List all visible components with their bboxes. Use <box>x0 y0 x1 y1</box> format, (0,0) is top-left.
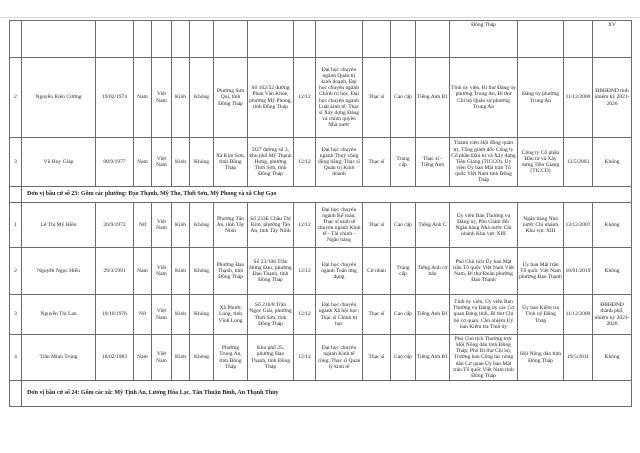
cell-academic: Thạc sĩ <box>363 335 391 381</box>
cell-politics: Trung cấp <box>391 138 416 187</box>
cell-blank <box>294 21 316 58</box>
cell-degree: Đại học chuyên ngành Kinh tế công; Thạc sĩ Quản lý kinh tế <box>316 335 363 381</box>
cell-residence: D27 đường số 3, khu phố Mỹ Thạnh Hưng, phường Thới Sơn, tỉnh Đồng Tháp <box>248 138 294 187</box>
cell-education: 12/12 <box>294 248 316 295</box>
cell-position: Tỉnh ủy viên, Bí thư Đảng ủy phường Trung An, Bí thư Chi bộ Quân sự phường Trung An <box>450 58 518 138</box>
cell-blank <box>10 381 22 407</box>
cell-blank <box>190 21 214 58</box>
cell-gender: Nữ <box>134 203 152 248</box>
cell-residence: Số 233E Châu Thị Kim, phường Tân An, tỉnh Tây Ninh <box>248 203 294 248</box>
cell-religion: Không <box>190 248 214 295</box>
cell-note: ĐBHĐND tỉnh nhiệm kỳ 2021-2026 <box>593 58 632 138</box>
cell-blank <box>96 21 134 58</box>
cell-stt: 3 <box>10 138 22 187</box>
cell-ethnicity: Kinh <box>172 203 190 248</box>
cell-blank <box>564 21 593 58</box>
cell-politics: Cao cấp <box>391 335 416 381</box>
cell-dob: 26/9/1972 <box>96 203 134 248</box>
cell-blank <box>10 187 22 203</box>
cell-gender: Nam <box>134 138 152 187</box>
cell-party-date: 13/12/2007 <box>564 203 593 248</box>
cell-academic: Thạc sĩ <box>363 138 391 187</box>
section-separator-label: Đơn vị bầu cử số 23: Gồm các phường: Đạo Thạnh, Mỹ Tho, Thới Sơn, Mỹ Phong và xã Chợ Gạo <box>22 187 632 203</box>
candidate-table <box>9 20 632 407</box>
cell-ethnicity: Kinh <box>172 138 190 187</box>
cell-language: Tiếng Anh B1 <box>416 295 450 335</box>
cell-organization: Hội Nông dân tỉnh Đồng Tháp <box>518 335 564 381</box>
cell-dob: 29/3/1991 <box>96 248 134 295</box>
cell-degree: Đại học chuyên ngành Quản trị kinh doanh, Đại học chuyên ngành Chính trị học, Đại học chuyên ngành Luật kinh tế; Thạc sĩ Xây dựng Đảng và chính quyền Nhà nước <box>316 58 363 138</box>
cell-note: Không <box>593 248 632 295</box>
cell-name: Nguyễn Ngọc Hiếu <box>22 248 96 295</box>
cell-residence: Số 23/106 Trần Hưng Đạo, phường Đạo Thạnh, tỉnh Đồng Tháp <box>248 248 294 295</box>
cell-degree: Đại học chuyên ngành Toán ứng dụng <box>316 248 363 295</box>
cell-dob: 19/02/1974 <box>96 58 134 138</box>
cell-blank <box>316 21 363 58</box>
cell-ethnicity: Kinh <box>172 295 190 335</box>
cell-ethnicity: Kinh <box>172 248 190 295</box>
cell-education: 12/12 <box>294 138 316 187</box>
cell-stt: 3 <box>10 295 22 335</box>
cell-nationality: Việt Nam <box>152 248 172 295</box>
cell-hometown: Xã Phước Long, tỉnh Vĩnh Long <box>214 295 248 335</box>
cell-note: Không <box>593 335 632 381</box>
cell-language: Tiếng Anh B1 <box>416 335 450 381</box>
cell-organization: Ngân hàng Nhà nước Chi nhánh Khu vực XIII <box>518 203 564 248</box>
cell-blank <box>152 21 172 58</box>
section-separator-label: Đơn vị bầu cử số 24: Gồm các xã: Mỹ Tịnh An, Lương Hòa Lạc, Tân Thuận Bình, An Thạnh Thủy <box>22 381 632 407</box>
page-edge-divider <box>0 17 640 18</box>
cell-gender: Nam <box>134 58 152 138</box>
table-row-carryover <box>10 21 632 58</box>
cell-blank <box>391 21 416 58</box>
cell-blank <box>518 21 564 58</box>
cell-dob: 10/10/1976 <box>96 295 134 335</box>
cell-academic: Thạc sĩ <box>363 58 391 138</box>
cell-blank <box>363 21 391 58</box>
cell-politics: Cao cấp <box>391 58 416 138</box>
cell-language: Thạc sĩ - Tiếng Anh <box>416 138 450 187</box>
cell-organization: Ủy ban Mặt trận Tổ quốc Việt Nam phường Đạo Thạnh <box>518 248 564 295</box>
cell-religion: Không <box>190 203 214 248</box>
cell-religion: Không <box>190 58 214 138</box>
cell-hometown: Phường Đạo Thạnh, tỉnh Đồng Tháp <box>214 248 248 295</box>
table-row <box>10 248 632 295</box>
cell-language: Tiếng Anh B1 <box>416 58 450 138</box>
cell-academic: Thạc sĩ <box>363 203 391 248</box>
cell-position: Tỉnh ủy viên, Ủy viên Ban Thường vụ Đảng ủy các Cơ quan Đảng tỉnh, Bí thư Chi bộ cơ quan, Chủ nhiệm Uỷ ban Kiểm tra Tỉnh ủy <box>450 295 518 335</box>
cell-education: 12/12 <box>294 295 316 335</box>
cell-education: 12/12 <box>294 58 316 138</box>
cell-party-date: 19/5/2011 <box>564 335 593 381</box>
cell-note: Không <box>593 138 632 187</box>
cell-hometown: Xã Kim Sơn, tỉnh Đồng Tháp <box>214 138 248 187</box>
cell-politics: Cao cấp <box>391 295 416 335</box>
cell-religion: Không <box>190 295 214 335</box>
cell-residence: Số 216/8 Trần Ngọc Giải, phường Thới Sơn, tỉnh Đồng Tháp <box>248 295 294 335</box>
cell-dob: 18/02/1983 <box>96 335 134 381</box>
cell-name: Lê Thị Mỹ Hiền <box>22 203 96 248</box>
cell-blank <box>214 21 248 58</box>
cell-organization: Đảng ủy phường Trung An <box>518 58 564 138</box>
cell-degree: Đại học chuyên ngành Xã hội học; Thạc sĩ Chính trị học <box>316 295 363 335</box>
cell-education: 12/12 <box>294 335 316 381</box>
section-separator-row <box>10 381 632 407</box>
cell-note-carryover: XV <box>593 21 632 58</box>
cell-position: Phó Chủ tịch Thường trực Hội Nông dân tỉnh Đồng Tháp; Phó Bí thư Chi bộ, Trưởng ban Công tác nông dân Cơ quan Ủy ban Mặt trận Tổ quốc Việt Nam tỉnh Đồng Tháp <box>450 335 518 381</box>
cell-stt: 1 <box>10 203 22 248</box>
cell-note: ĐBHĐND thành phố, nhiệm kỳ 2021-2026 <box>593 295 632 335</box>
cell-name: Nguyễn Kiên Cường <box>22 58 96 138</box>
cell-blank <box>134 21 152 58</box>
cell-position: Thành viên Hội đồng quản trị, Tổng giám đốc Công ty Cổ phần Đầu tư và Xây dựng Tiền Giang (TICCO), Ủy viên Ủy ban Mặt trận Tổ quốc Việt Nam tỉnh Đồng Tháp <box>450 138 518 187</box>
cell-residence: Số 162/32 đường Phan Văn Khỏe, phường Mỹ Phong, tỉnh Đồng Tháp <box>248 58 294 138</box>
cell-academic: Thạc sĩ <box>363 295 391 335</box>
cell-blank <box>172 21 190 58</box>
cell-religion: Không <box>190 335 214 381</box>
cell-blank <box>416 21 450 58</box>
table-row <box>10 58 632 138</box>
table-row <box>10 138 632 187</box>
cell-nationality: Việt Nam <box>152 295 172 335</box>
cell-note: Không <box>593 203 632 248</box>
table-row <box>10 295 632 335</box>
table-row <box>10 203 632 248</box>
cell-name: Nguyễn Thị Lan <box>22 295 96 335</box>
cell-gender: Nam <box>134 335 152 381</box>
cell-name: Trần Minh Trung <box>22 335 96 381</box>
cell-blank <box>22 21 96 58</box>
cell-gender: Nam <box>134 248 152 295</box>
cell-nationality: Việt Nam <box>152 335 172 381</box>
cell-organization: Công ty Cổ phần Đầu tư và Xây dựng Tiền Giang (TICCO) <box>518 138 564 187</box>
cell-nationality: Việt Nam <box>152 58 172 138</box>
cell-politics: Cao cấp <box>391 203 416 248</box>
cell-residence: Khu phố 25, phường Đạo Thạnh, tỉnh Đồng Tháp <box>248 335 294 381</box>
cell-nationality: Việt Nam <box>152 138 172 187</box>
cell-stt: 4 <box>10 335 22 381</box>
cell-party-date: 11/12/2000 <box>564 58 593 138</box>
cell-party-date: 10/01/2019 <box>564 248 593 295</box>
cell-position-carryover: Đồng Tháp <box>450 21 518 58</box>
section-separator-row <box>10 187 632 203</box>
cell-dob: 08/9/1977 <box>96 138 134 187</box>
cell-academic: Cử nhân <box>363 248 391 295</box>
cell-ethnicity: Kinh <box>172 58 190 138</box>
cell-nationality: Việt Nam <box>152 203 172 248</box>
cell-degree: Đại học chuyên ngành Kế toán; Thạc sĩ kinh tế chuyên ngành Kinh tế - Tài chính - Ngân hàng <box>316 203 363 248</box>
cell-position: Phó Chủ tịch Ủy ban Mặt trận Tổ quốc Việt Nam Việt Nam, Bí thư Đoàn phường Đạo Thạnh <box>450 248 518 295</box>
cell-party-date: 13/5/2003 <box>564 138 593 187</box>
cell-organization: Ủy ban Kiểm tra Tỉnh uỷ Đồng Tháp <box>518 295 564 335</box>
cell-stt: 2 <box>10 58 22 138</box>
cell-hometown: Phường Trung An, tỉnh Đồng Tháp <box>214 335 248 381</box>
cell-language: Tiếng Anh C <box>416 203 450 248</box>
cell-degree: Đại học chuyên ngành Thuỷ công đồng bằng; Thạc sĩ Quản trị Kinh doanh <box>316 138 363 187</box>
cell-hometown: Phường Tân An, tỉnh Tây Ninh <box>214 203 248 248</box>
cell-ethnicity: Kinh <box>172 335 190 381</box>
cell-education: 12/12 <box>294 203 316 248</box>
cell-blank <box>10 21 22 58</box>
cell-party-date: 11/12/2000 <box>564 295 593 335</box>
cell-hometown: Phường Sơn Qui, tỉnh Đồng Tháp <box>214 58 248 138</box>
cell-position: Ủy viên Ban Thường vụ Đảng ủy, Phó Giám đốc Ngân hàng Nhà nước Chi nhánh Khu vực XIII <box>450 203 518 248</box>
cell-language: Tiếng Anh cơ bản <box>416 248 450 295</box>
table-row <box>10 335 632 381</box>
cell-religion: Không <box>190 138 214 187</box>
cell-politics: Trung cấp <box>391 248 416 295</box>
cell-name: Vũ Huy Giáp <box>22 138 96 187</box>
cell-gender: Nữ <box>134 295 152 335</box>
cell-blank <box>248 21 294 58</box>
cell-stt: 2 <box>10 248 22 295</box>
